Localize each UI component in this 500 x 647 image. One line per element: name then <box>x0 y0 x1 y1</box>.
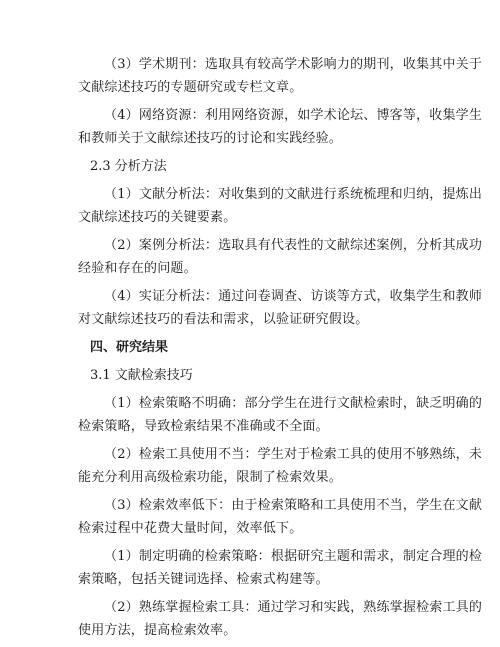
paragraph-case-analysis <box>78 234 483 280</box>
text-line: 检索过程中花费大量时间，效率低下。 <box>78 521 303 536</box>
text-line: 经验和存在的问题。 <box>78 261 197 276</box>
paragraph-unclear-strategy <box>78 392 483 438</box>
paragraph-tool-misuse <box>78 443 483 489</box>
text-line: （2）熟练掌握检索工具：通过学习和实践，熟练掌握检索工具的 <box>104 600 483 615</box>
text-line: （1）制定明确的检索策略：根据研究主题和需求，制定合理的检 <box>104 549 483 564</box>
text-line: 检索策略，导致检索结果不准确或不全面。 <box>78 419 329 434</box>
section-heading-retrieval-skills: 3.1 文献检索技巧 <box>90 368 193 383</box>
paragraph-low-efficiency <box>78 494 483 540</box>
paragraph-empirical-analysis <box>78 285 483 331</box>
text-line: 对文献综述技巧的看法和需求，以验证研究假设。 <box>78 312 369 327</box>
text-line: 和教师关于文献综述技巧的讨论和实践经验。 <box>78 131 343 146</box>
text-line: （2）检索工具使用不当：学生对于检索工具的使用不够熟练，未 <box>104 447 483 462</box>
text-line: （4）实证分析法：通过问卷调查、访谈等方式，收集学生和教师 <box>104 289 483 304</box>
text-line: 能充分利用高级检索功能，限制了检索效果。 <box>78 470 343 485</box>
text-line: 文献综述技巧的专题研究或专栏文章。 <box>78 80 303 95</box>
text-line: 文献综述技巧的关键要素。 <box>78 210 237 225</box>
paragraph-academic-journals <box>78 53 483 99</box>
paragraph-network-resources <box>78 104 483 150</box>
text-line: （3）检索效率低下：由于检索策略和工具使用不当，学生在文献 <box>104 498 483 513</box>
paragraph-clear-strategy <box>78 545 483 591</box>
chapter-heading-research-results: 四、研究结果 <box>90 340 169 355</box>
section-heading-analysis-methods: 2.3 分析方法 <box>90 159 167 174</box>
text-line: （1）检索策略不明确：部分学生在进行文献检索时，缺乏明确的 <box>104 396 483 411</box>
text-line: （1）文献分析法：对收集到的文献进行系统梳理和归纳，提炼出 <box>104 187 483 202</box>
text-line: 使用方法，提高检索效率。 <box>78 623 237 638</box>
paragraph-literature-analysis <box>78 183 483 229</box>
text-line: 索策略，包括关键词选择、检索式构建等。 <box>78 572 329 587</box>
text-line: （3）学术期刊：选取具有较高学术影响力的期刊，收集其中关于 <box>104 57 483 72</box>
text-line: （2）案例分析法：选取具有代表性的文献综述案例，分析其成功 <box>104 238 483 253</box>
paragraph-master-tools <box>78 596 483 642</box>
text-line: （4）网络资源：利用网络资源，如学术论坛、博客等，收集学生 <box>104 108 483 123</box>
